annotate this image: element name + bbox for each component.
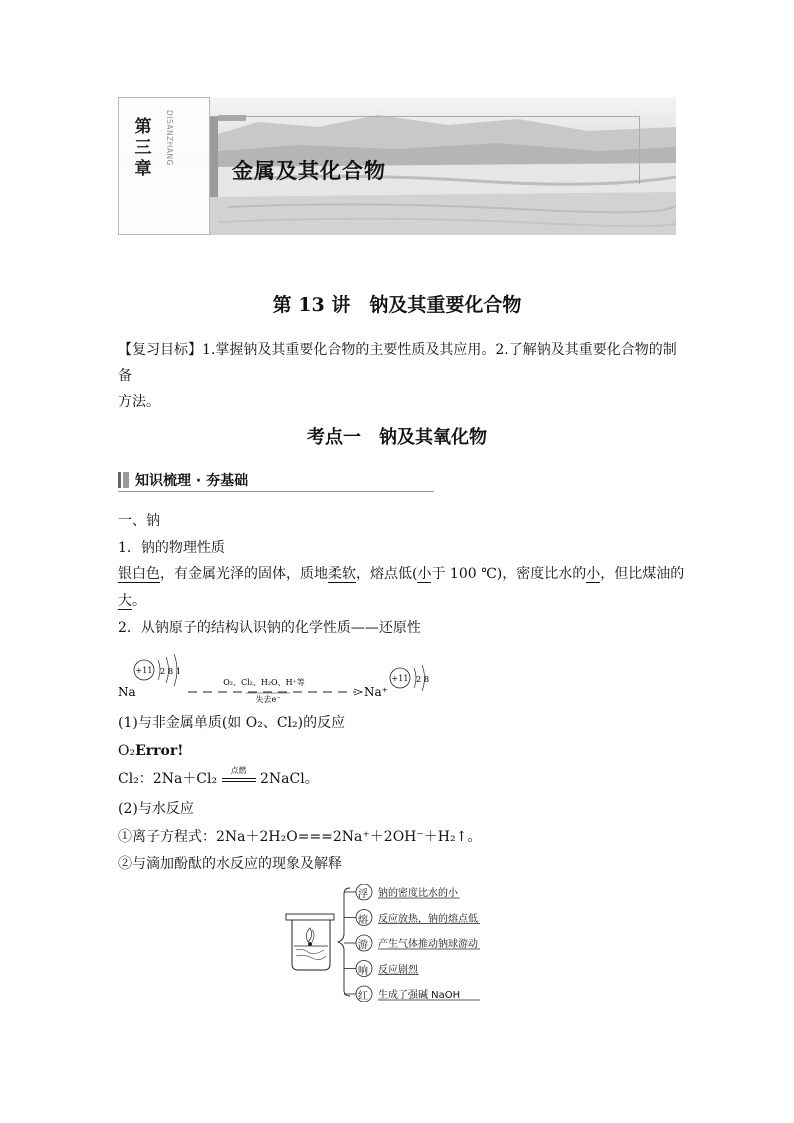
phenomenon-explanation: 产生气体推动钠球游动 bbox=[378, 939, 478, 950]
phenomenon-explanation: 反应剧烈 bbox=[378, 964, 418, 976]
chapter-pinyin: DISANZHANG bbox=[165, 110, 174, 166]
reagents-label: O₂、Cl₂、H₂O、H⁺等 bbox=[223, 678, 305, 687]
knowledge-label: 知识梳理 · 夯基础 bbox=[135, 473, 249, 489]
lose-electron-label: 失去e⁻ bbox=[255, 695, 281, 704]
physical-properties-cont: 大。 bbox=[118, 593, 146, 609]
atom-diagram-svg bbox=[118, 650, 448, 706]
bar-marker-icon bbox=[118, 472, 121, 488]
phenomenon-key: 响 bbox=[358, 965, 368, 977]
item-physical-title: 1．钠的物理性质 bbox=[118, 540, 225, 556]
item-chemical-title: 2．从钠原子的结构认识钠的化学性质——还原性 bbox=[118, 620, 421, 636]
lecture-title: 第 13 讲 钠及其重要化合物 bbox=[272, 294, 522, 316]
phenomenon-explanation: 反应放热，钠的熔点低 bbox=[378, 913, 478, 925]
phenomenon-key: 游 bbox=[358, 940, 368, 951]
svg-text:+11: +11 bbox=[391, 674, 409, 683]
knowledge-header bbox=[118, 469, 434, 492]
phenomenon-key: 熔 bbox=[358, 914, 368, 926]
svg-text:2: 2 bbox=[160, 667, 166, 676]
chapter-title: 金属及其化合物 bbox=[232, 159, 386, 183]
atom-structure-diagram bbox=[118, 650, 448, 706]
sub-water: (2)与水反应 bbox=[118, 801, 194, 817]
cl2-reaction: Cl₂：2Na＋Cl₂ 点燃 2NaCl。 bbox=[118, 766, 319, 787]
review-text-cont: 方法。 bbox=[118, 394, 160, 410]
phenomenon-title: ②与滴加酚酞的水反应的现象及解释 bbox=[118, 856, 342, 872]
phenomenon-explanation: 生成了强碱 NaOH bbox=[378, 990, 461, 1001]
o2-reaction: O₂Error! bbox=[118, 743, 184, 759]
ionic-equation: ①离子方程式：2Na＋2H₂O===2Na⁺＋2OH⁻＋H₂↑。 bbox=[118, 829, 482, 845]
svg-text:1: 1 bbox=[176, 667, 182, 676]
svg-text:2: 2 bbox=[416, 675, 422, 684]
review-objectives bbox=[118, 337, 678, 415]
section-title: 考点一 钠及其氧化物 bbox=[307, 427, 487, 448]
chapter-label: 第 三 章 bbox=[134, 117, 152, 179]
svg-text:8: 8 bbox=[168, 667, 174, 676]
bar-marker-icon bbox=[123, 472, 129, 488]
sub-nonmetal: (1)与非金属单质(如 O₂、Cl₂)的反应 bbox=[118, 715, 346, 731]
review-text: 1.掌握钠及其重要化合物的主要性质及其应用。2.了解钠及其重要化合物的制备 bbox=[118, 342, 677, 384]
physical-properties: 银白色，有金属光泽的固体，质地柔软，熔点低(小于 100 ℃)，密度比水的小，但比煤油的 bbox=[118, 566, 685, 582]
phenomenon-key: 浮 bbox=[358, 889, 368, 900]
phenomenon-explanation: 钠的密度比水的小 bbox=[378, 888, 458, 899]
water-reaction-diagram bbox=[282, 884, 522, 1002]
na-ion-label: Na⁺ bbox=[364, 685, 388, 699]
phenomenon-key: 红 bbox=[358, 991, 368, 1002]
heading-sodium: 一、钠 bbox=[118, 513, 160, 529]
na-nucleus-text: +11 bbox=[135, 666, 153, 675]
na-label: Na bbox=[118, 685, 136, 699]
reaction-condition: 点燃 bbox=[222, 776, 256, 782]
review-label: 【复习目标】 bbox=[118, 342, 202, 358]
svg-text:8: 8 bbox=[424, 675, 430, 684]
